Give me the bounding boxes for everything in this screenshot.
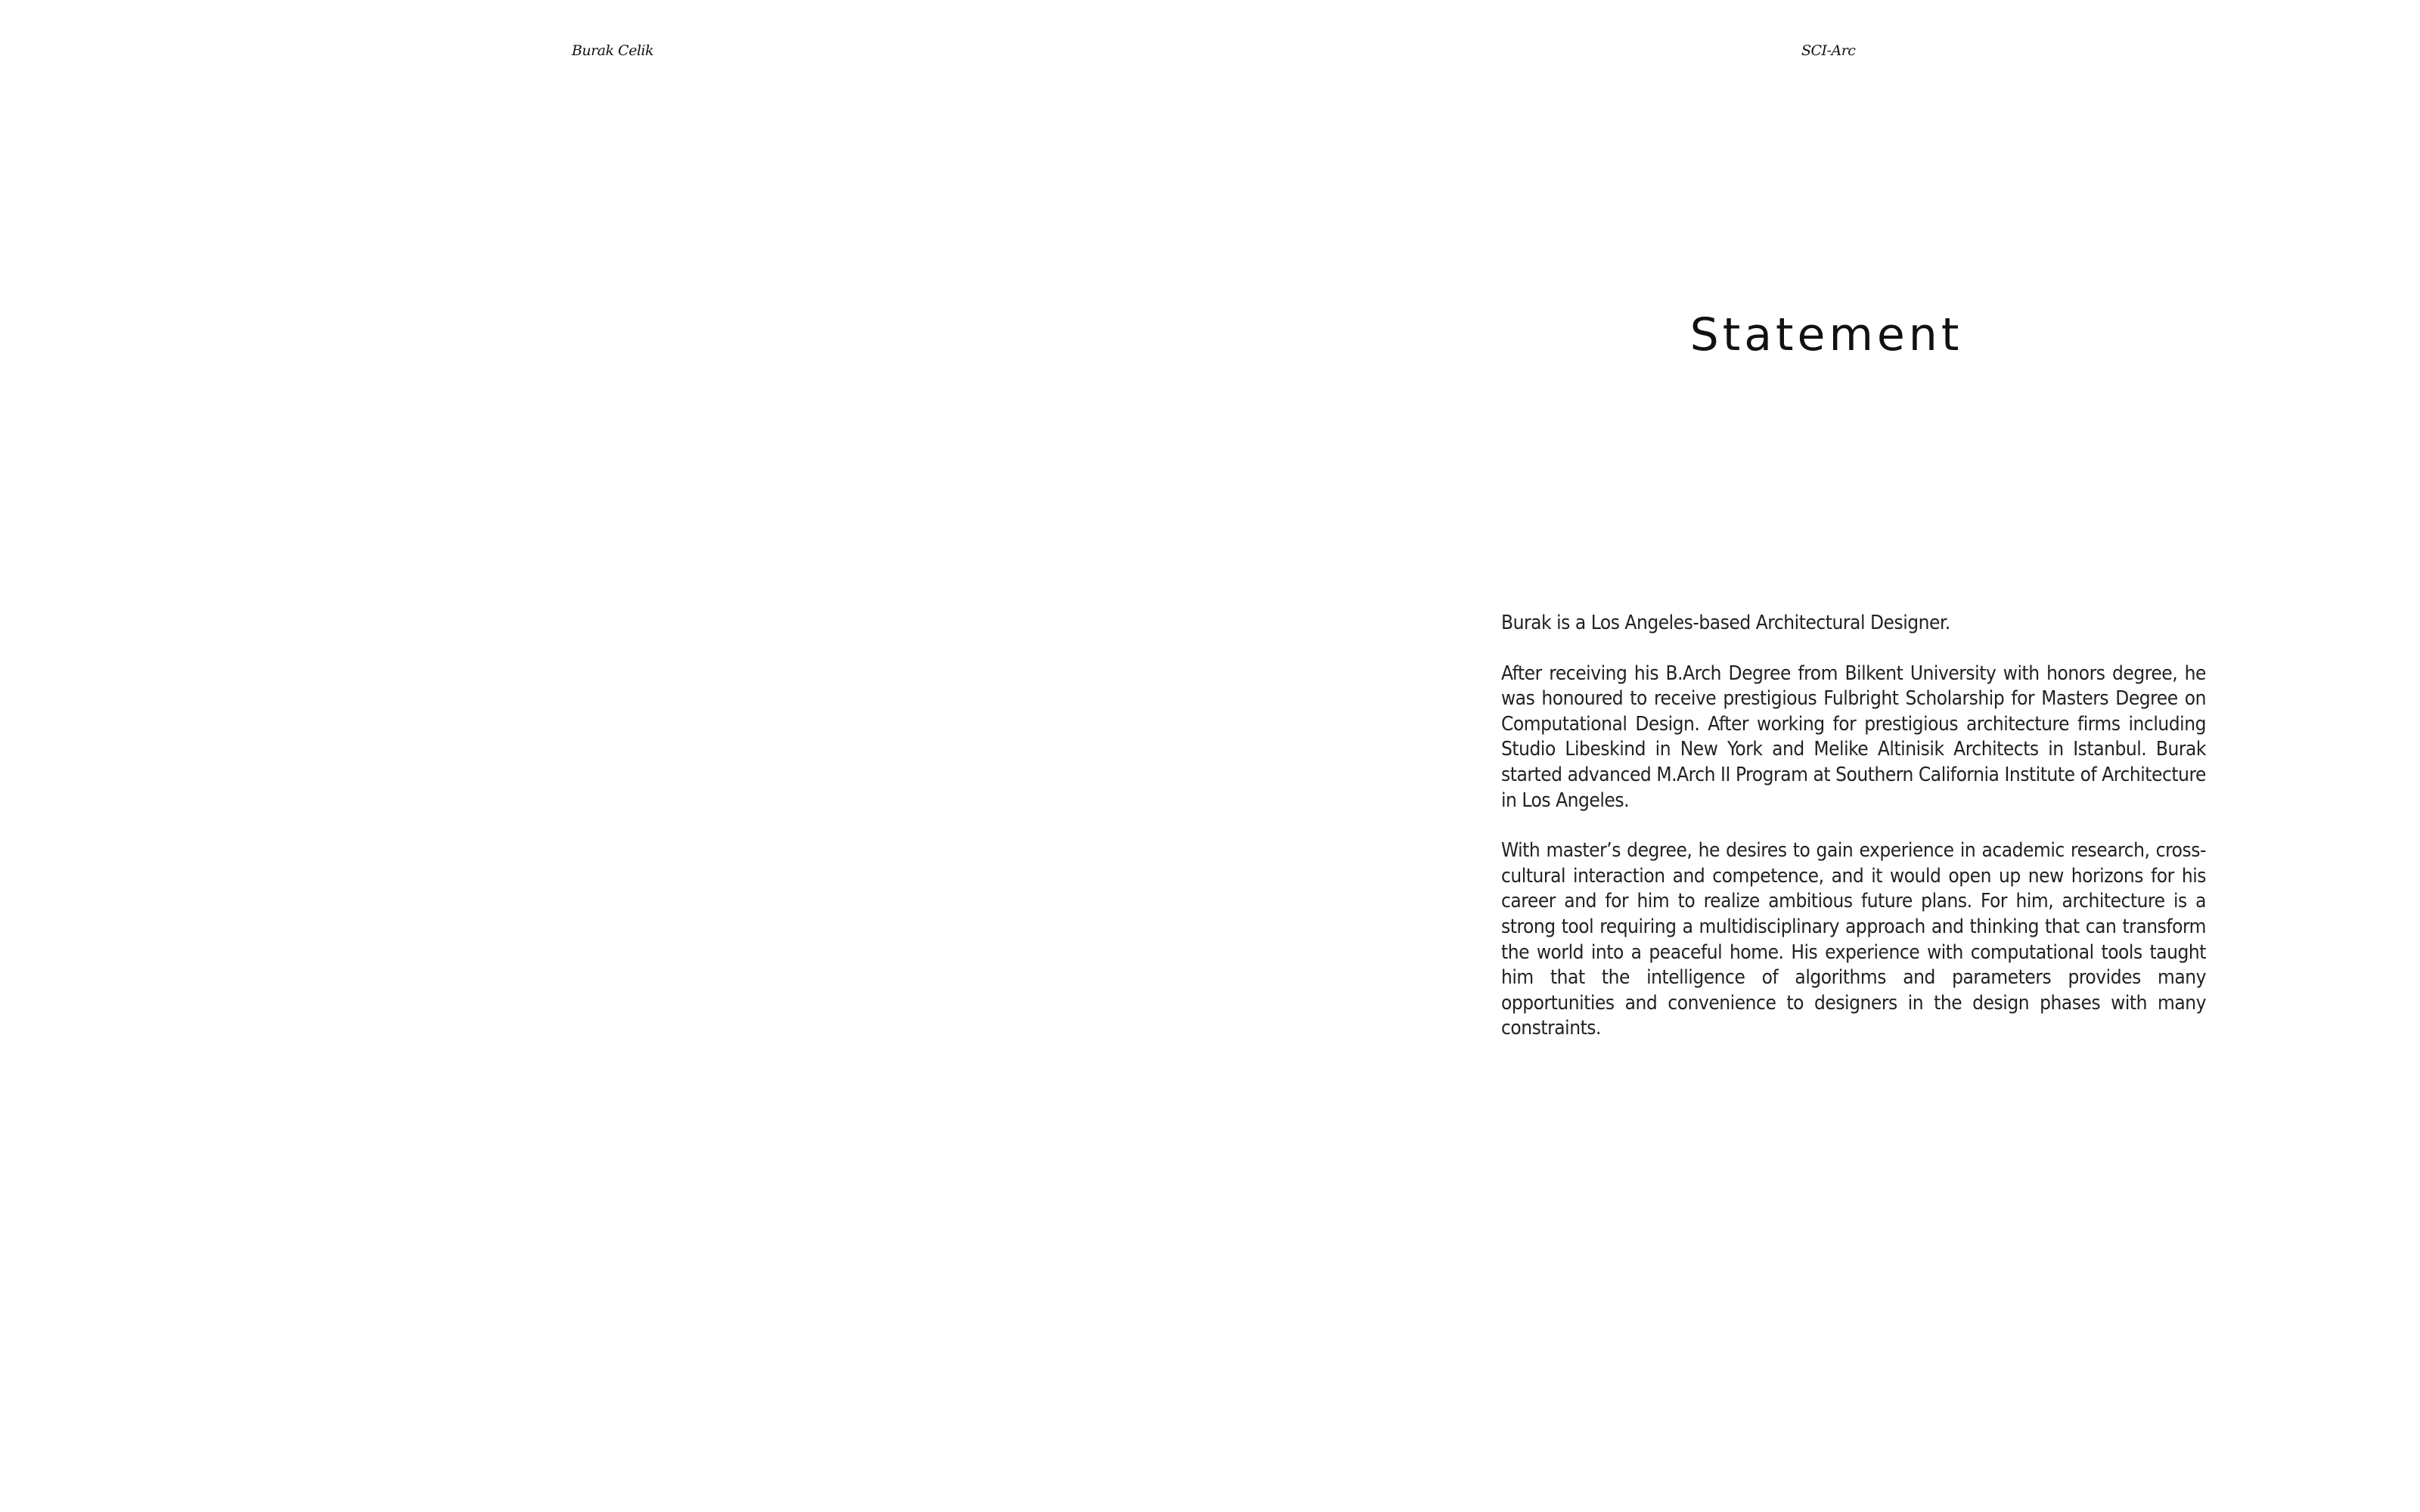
running-head-author: Burak Celik xyxy=(572,42,654,59)
running-head-school: SCI-Arc xyxy=(1801,42,1856,59)
statement-body xyxy=(1501,611,2206,1042)
page-title: Statement xyxy=(1689,308,1963,361)
statement-paragraph-intro: Burak is a Los Angeles-based Architectural Designer. xyxy=(1501,612,1950,634)
statement-paragraph-education: After receiving his B.Arch Degree from Bilkent University with honors degree, he was honoured to receive prestigious Fulbright Scholarship for Masters Degree on Computational Design. After working for prestigious architecture firms including Studio Libeskind in New York and Melike Altinisik Architects in Istanbul. Burak started advanced M.Arch II Program at Southern California Institute of Architecture in Los Angeles. xyxy=(1501,662,2206,812)
statement-paragraph-goals: With master’s degree, he desires to gain experience in academic research, cross-cultural interaction and competence, and it would open up new horizons for his career and for him to realize ambitious future plans. For him, architecture is a strong tool requiring a multidisciplinary approach and thinking that can transform the world into a peaceful home. His experience with computational tools taught him that the intelligence of algorithms and parameters provides many opportunities and convenience to designers in the design phases with many constraints. xyxy=(1501,839,2206,1040)
